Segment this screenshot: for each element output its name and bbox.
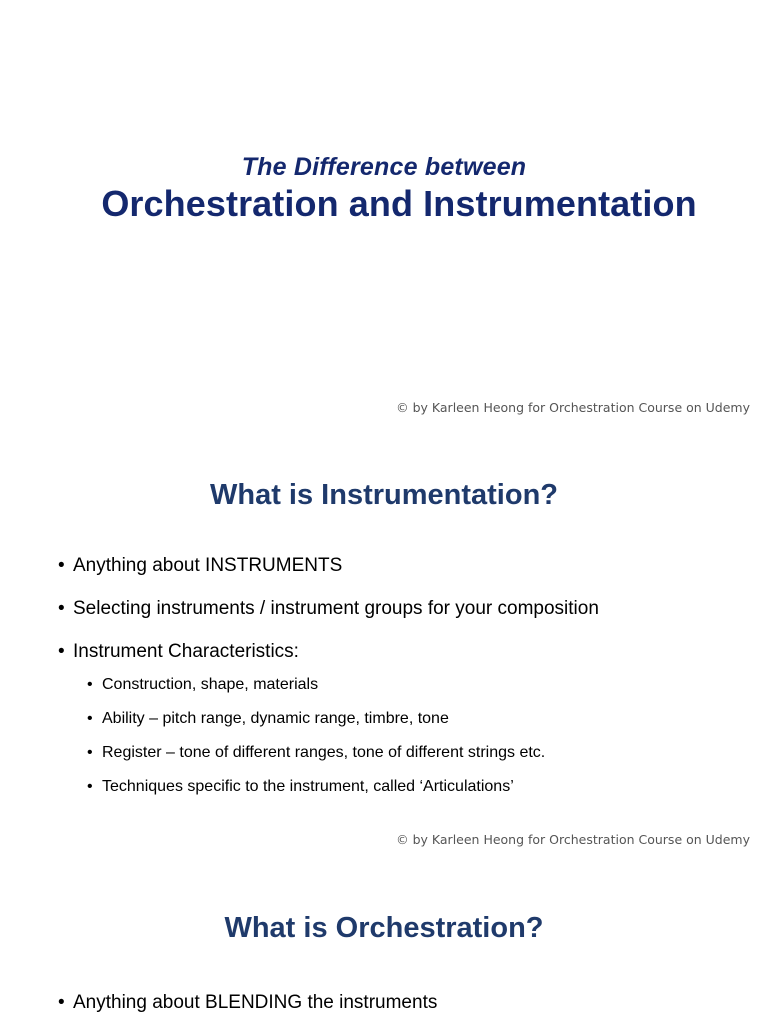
bullet-icon: •	[58, 641, 65, 662]
sub-list-item-text: Ability – pitch range, dynamic range, timbre, tone	[102, 710, 449, 727]
copyright-notice: © by Karleen Heong for Orchestration Course on Udemy	[396, 400, 750, 415]
list-item-text: Anything about INSTRUMENTS	[73, 555, 343, 576]
sub-list-item	[58, 675, 599, 695]
list-item-text: Selecting instruments / instrument groups for your composition	[73, 598, 599, 619]
sub-list-item	[58, 743, 599, 763]
bullet-icon: •	[58, 555, 65, 576]
bullet-icon: •	[87, 710, 93, 727]
list-item-text: Anything about BLENDING the instruments	[73, 992, 438, 1013]
bullet-icon: •	[87, 744, 93, 761]
bullet-icon: •	[58, 598, 65, 619]
sub-list-item	[58, 777, 599, 797]
list-item-text: Instrument Characteristics:	[73, 641, 299, 662]
sub-list-item-text: Construction, shape, materials	[102, 676, 319, 693]
bullet-list	[58, 992, 437, 1024]
slide-title: Orchestration and Instrumentation	[101, 183, 697, 224]
list-item	[58, 992, 437, 1014]
copyright-notice: © by Karleen Heong for Orchestration Course on Udemy	[396, 832, 750, 847]
slide-heading: What is Instrumentation?	[210, 479, 558, 511]
sub-list-item-text: Register – tone of different ranges, tone of different strings etc.	[102, 744, 546, 761]
sub-list-item	[58, 709, 599, 729]
list-item	[58, 555, 599, 577]
instrumentation-slide	[0, 433, 768, 866]
orchestration-slide	[0, 866, 768, 1024]
slide-heading: What is Orchestration?	[224, 912, 544, 944]
title-slide	[0, 0, 768, 433]
list-item	[58, 641, 599, 663]
slide-subtitle: The Difference between	[241, 153, 527, 181]
bullet-list	[58, 555, 599, 811]
sub-list-item-text: Techniques specific to the instrument, called ‘Articulations’	[102, 778, 514, 795]
bullet-icon: •	[87, 778, 93, 795]
bullet-icon: •	[58, 992, 65, 1013]
list-item	[58, 598, 599, 620]
bullet-icon: •	[87, 676, 93, 693]
